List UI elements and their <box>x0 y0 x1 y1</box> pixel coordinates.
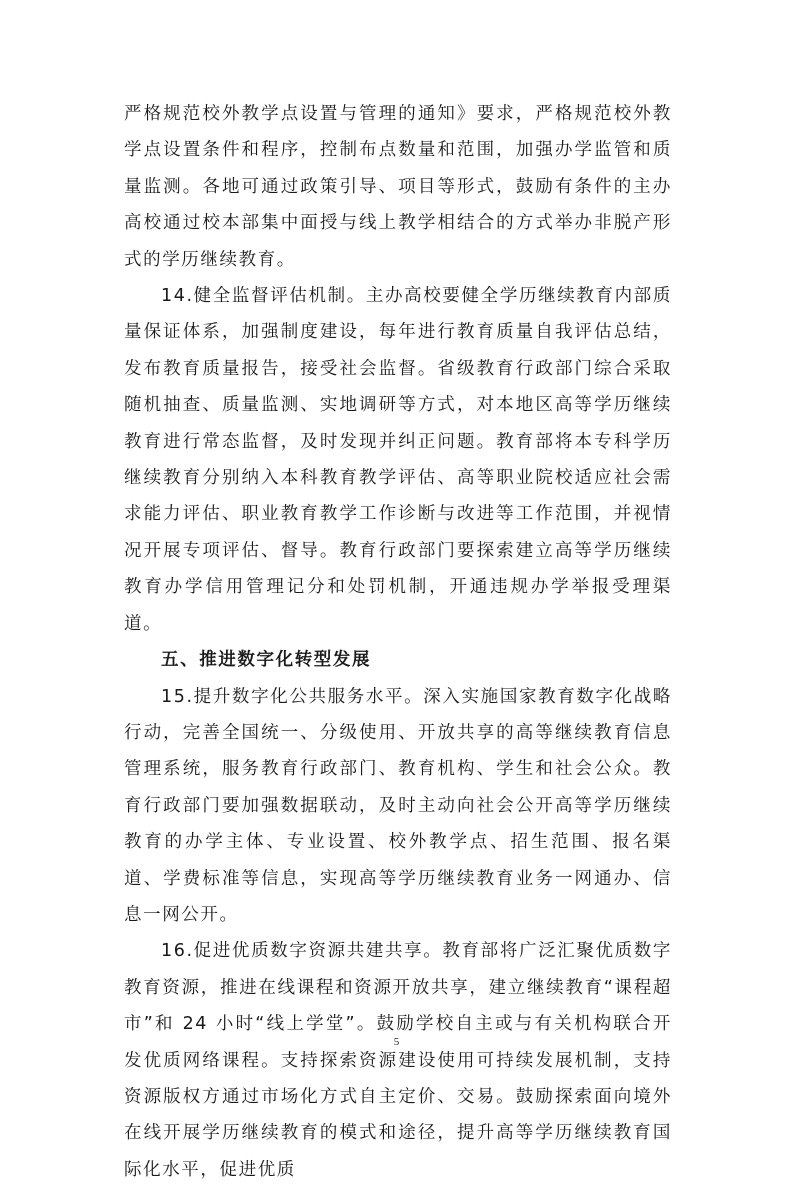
paragraph-item-16: 16.促进优质数字资源共建共享。教育部将广泛汇聚优质数字教育资源，推进在线课程和资源开放共享，建立继续教育“课程超市”和 24 小时“线上学堂”。鼓励学校自主或与有关机构联合开发优质网络课程。支持探索资源建设使用可持续发展机制，支持资源版权方通过市场化方式自主定价、交易。鼓励探索面向境外在线开展学历继续教育的模式和途径，提升高等学历继续教育国际化水平，促进优质 <box>124 941 672 1180</box>
paragraph-item-14: 14.健全监督评估机制。主办高校要健全学历继续教育内部质量保证体系，加强制度建设，每年进行教育质量自我评估总结，发布教育质量报告，接受社会监督。省级教育行政部门综合采取随机抽查、质量监测、实地调研等方式，对本地区高等学历继续教育进行常态监督，及时发现并纠正问题。教育部将本专科学历继续教育分别纳入本科教育教学评估、高等职业院校适应社会需求能力评估、职业教育教学工作诊断与改进等工作范围，并视情况开展专项评估、督导。教育行政部门要探索建立高等学历继续教育办学信用管理记分和处罚机制，开通违规办学举报受理渠道。 <box>124 286 672 634</box>
page-number: 5 <box>393 1036 400 1048</box>
section-heading: 五、推进数字化转型发展 <box>161 650 372 671</box>
paragraph-item-15: 15.提升数字化公共服务水平。深入实施国家教育数字化战略行动，完善全国统一、分级使用、开放共享的高等继续教育信息管理系统，服务教育行政部门、教育机构、学生和社会公众。教育行政部门要加强数据联动，及时主动向社会公开高等学历继续教育的办学主体、专业设置、校外教学点、招生范围、报名渠道、学费标准等信息，实现高等学历继续教育业务一网通办、信息一网公开。 <box>124 686 672 925</box>
paragraph-continuation: 严格规范校外教学点设置与管理的通知》要求，严格规范校外教学点设置条件和程序，控制布点数量和范围，加强办学监管和质量监测。各地可通过政策引导、项目等形式，鼓励有条件的主办高校通过校本部集中面授与线上教学相结合的方式举办非脱产形式的学历继续教育。 <box>124 104 672 270</box>
document-body <box>124 96 672 1188</box>
